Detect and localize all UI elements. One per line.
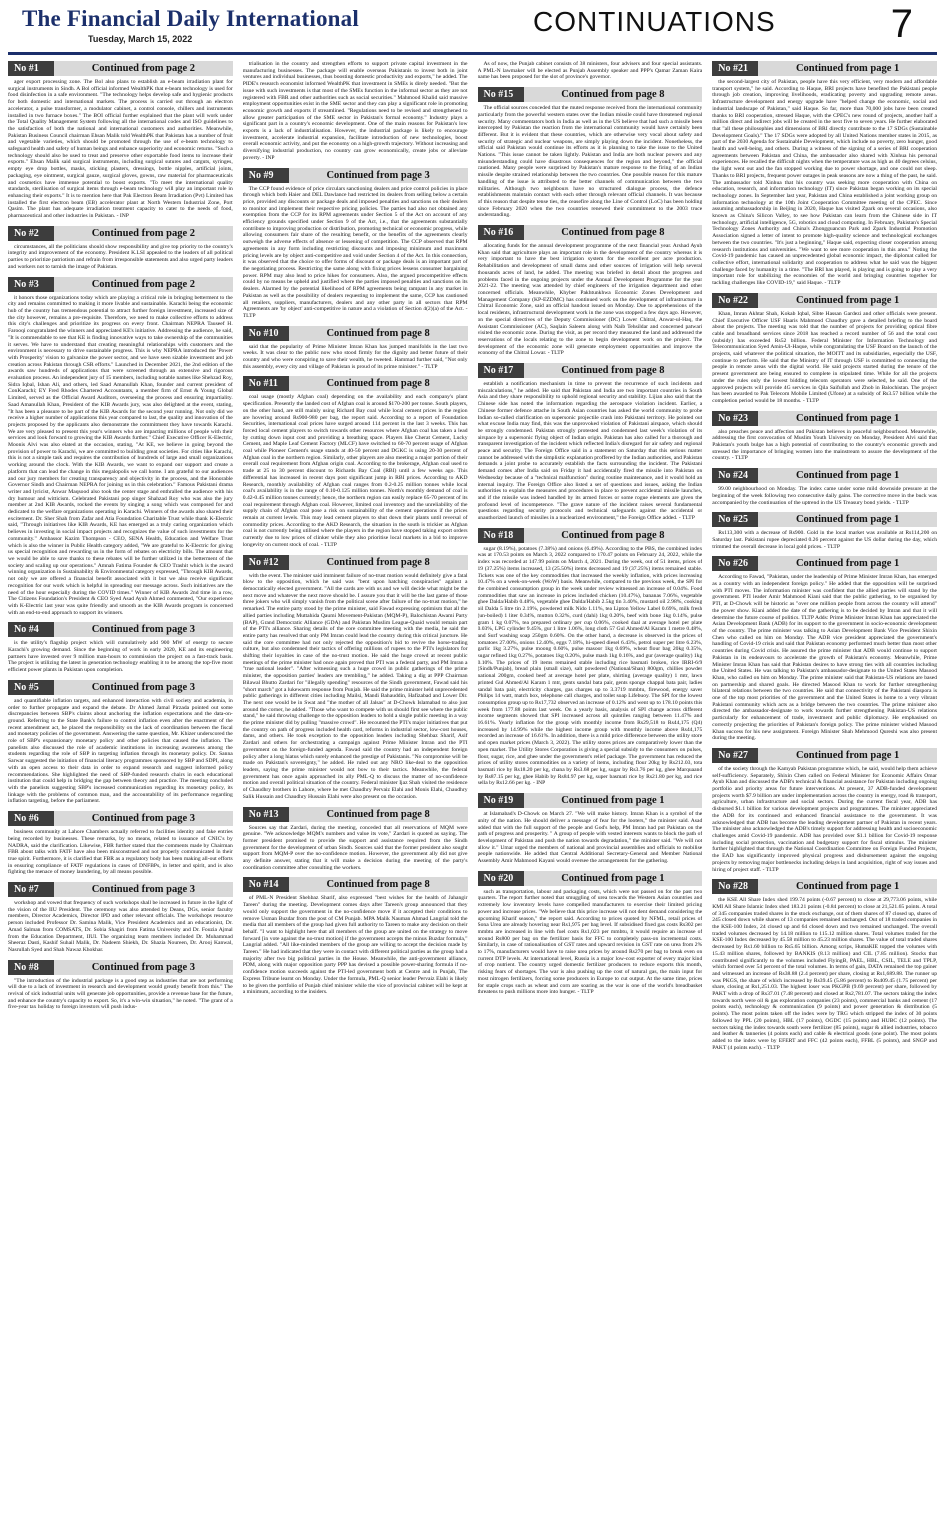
continued-from-label: Continued from page 8 — [326, 378, 430, 390]
continued-from-label: Continued from page 1 — [795, 514, 900, 526]
story-block — [8, 61, 233, 220]
story-column — [712, 61, 937, 1526]
story-block — [243, 877, 468, 996]
story-text: business community at Lahore Chambers actually referred to facilities identity and fake entries being recorded by businesses. These remarks, by no means, related to issuance of CNIC's by NADRA, said the clarification. Likewise, FBR further stated that the comments made by Chairman FBR about talks with FATF have also been misconstrued and not properly communicated in their true spirit. Furthermore, it is clarified that FBR as a regulatory body has been making all-out efforts in ensuring compliance of FATF regulations in cases of DNFBPs, in letter and spirit, and is also fighting the menace of money laundering, by all means possible. — [8, 829, 233, 876]
story-columns — [8, 55, 937, 1526]
story-number: No #26 — [712, 556, 758, 571]
story-block — [478, 363, 703, 522]
story-number: No #13 — [243, 807, 289, 822]
story-number: No #5 — [8, 680, 54, 695]
story-block — [8, 680, 233, 805]
continued-from-label: Continued from page 1 — [795, 470, 900, 482]
story-column — [478, 61, 703, 1526]
story-header — [478, 225, 703, 240]
story-header — [478, 87, 703, 102]
story-number: No #28 — [712, 879, 758, 894]
story-number: No #15 — [478, 87, 524, 102]
story-header — [243, 376, 468, 391]
story-block — [712, 61, 937, 287]
story-text: also preaches peace and affection and Pakistan believes in peaceful neighbourhood. Meanwhile, addressing the first convocation of Muslim Youth University on Monday, President Alvi said that Pakistan's youth bulge has a high potential of contributing to the country's economic growth and stressed the importance of bringing women into the mainstream to assure the development of the country. - TLTP — [712, 428, 937, 462]
story-text: such as transportation, labour and packaging costs, which were not passed on for the past two quarters. The report further noted that smuggling of urea towards the Western Asian countries and extremely low inventory levels have compelled manufacturers to exercise their limited pricing power and increase prices. "We believe that this price increase will not dent demand considering the upcoming Kharif season," the report said. According to prices quoted by NFML, retail prices of Sona Urea are already hovering near Rs1,975 per bag level. If subsidised fixed gas costs Rs302 per mmbtu are increased in line with fuel costs Rs1,023 per mmbtu, it would require an increase of around Rs800 per bag on the fertilizer basis for FFC to completely pass-on incremental costs. Similarly, in case of rationalisation of GST rates and upward revision in GST rate on urea from 2% to 17%, manufacturers would have to raise urea prices by around Rs270 per bag to break even on current DTP levels. At international level, Russia is a major low-cost exporter of every major kind of crop nutrient. The country urged domestic fertilizer producers to reduce exports this month, risking fears of shortages. The war is also pushing up the cost of natural gas, the main input for most nitrogen fertilizers, forcing some producers in Europe to cut output. At the same time, prices for staple crops such as wheat and corn are soaring as the war is one of the world's breadbasket threatens to push millions more into hunger. - TLTP — [477, 888, 703, 996]
story-block — [712, 411, 937, 463]
story-text: As of now, the Punjab cabinet consists of 38 ministers, four advisers and four special assistants. A PML-N lawmaker will be elected as Punjab Assembly speaker and PPP's Qamar Zaman Kaira name has been proposed for the slot of province's governor. — [477, 61, 703, 81]
continued-from-label: Continued from page 8 — [561, 89, 665, 101]
story-header — [8, 882, 233, 897]
story-number: No #19 — [478, 793, 524, 808]
continued-from-label: Continued from page 1 — [795, 881, 900, 893]
story-text: Sources say that Zardari, during the meeting, conceded that all reservations of MQM were genuine. "We acknowledge MQM's numbers and value its vote," Zardari is quoted as saying. The former president promised to provide the support and assistance required from the Sindh government for the development of urban Sindh. Sources said that the former president also sought support from MQM-P over the no-confidence motion. However, the government ally did not give any definite answer, stating that it will make a decision during the meeting of the party's coordination committee after consulting the workers. — [242, 824, 468, 871]
continued-from-label: Continued from page 1 — [795, 63, 900, 74]
continued-from-label: Continued from page 2 — [91, 227, 196, 239]
story-header — [478, 871, 703, 886]
continued-from-label: Continued from page 8 — [326, 808, 430, 820]
story-text: 99.00 neighbourhood on Monday. The index came under some mild downside pressure at the beginning of the week following two consecutive daily gains. The corrective move in the buck was accompanied by the continuation of the uptrend in the US Treasury bond yields. - TLTP — [712, 486, 937, 506]
story-block — [243, 376, 468, 548]
story-number: No #7 — [8, 882, 54, 897]
story-header — [8, 960, 233, 975]
story-header — [712, 61, 937, 76]
story-header — [478, 528, 703, 543]
story-number: No #10 — [243, 326, 289, 341]
story-column — [243, 61, 468, 1526]
story-text: Rs113,300 with a decrease of Rs900. Gold in the local market was available at Rs114,200 on Saturday last. Pakistani rupee depreciated 0.26 percent against the US dollar during the day, which trimmed the overall decrease in local gold prices. - TLTP — [712, 530, 937, 550]
story-header — [8, 277, 233, 292]
continued-from-label: Continued from page 3 — [91, 681, 196, 693]
story-block — [478, 793, 703, 865]
story-text: The CCP found evidence of price circulars sanctioning dealers and price control policies in place through which both Haier and DEL Dawlance had restricted its dealers from selling below a certain price, provided any discounts or package deals and imposed penalties and sanctions on their dealers to monitor and implement their respective pricing policies. The parties had also not obtained any exemption from the CCP for its RPM agreements under Section 5 of the Act on account of any efficiency grounds specified under Section 9 of the Act, i.e., that the agreements substantially contribute to improving production or distribution, promoting technical or economic progress, while allowing consumers fair share of the resulting benefit, or the benefits of the agreements clearly outweigh the adverse effects of absence or lessening of competition. The CCP observed that RPM agreements in any form including restricting discounts and imposing minimum and maximum pricing levels are by object anti-competitive and void under Section 4 of the Act. In this connection, it was observed that the choice to offer forms of discount or package deals is an important part of the negotiating process. Restricting the same along with fixing prices lessens consumer bargaining power. RPM may also lead to price hikes for consumers. Also, the argued procompetitive effects could by no means be upheld and justified where the parties imposed penalties and sanctions on its dealers. Alarmed by the potential likelihood of RPM agreements being rampant in any market in Pakistan as well as the possibility of dealers requesting to implement the same, CCP has cautioned all retailers, suppliers, manufacturers, dealers and any other party in all sectors that RPM Agreements are 'by object' anti-competitive in nature and a violation of Section 4(2)(a) of the Act. - TLTP — [242, 185, 468, 319]
story-header — [478, 363, 703, 378]
story-number: No #11 — [243, 376, 289, 391]
story-number: No #25 — [712, 512, 758, 527]
story-text: it honors those organizations today which are playing a critical role in bringing betterment to the city and remains committed to making it more livable and sustainable. Karachi being the economic hub of the country has tremendous potential to attract further foreign investment, increased size of the city however, remains a pre-requisite. Therefore, we need to make collective efforts to address this city's challenges and prioritize its progress on every front. Chairman NEPRA Tauseef H. Farooqi congratulated the winners and appreciated KE's initiative. Addressing the audience, he said, "It is commendable to see that KE is finding innovative ways to take ownership of the communities it serves. We have to understand that creating meaningful relationships with customers and the environment is necessary to drive sustainable progress. This is why NEPRA introduced the 'Power with Prosperity' vision to galvanize the power sector, and we have seen sizable investment and job creation across Pakistan through CSR efforts." Launched in December 2021, the 2nd edition of the awards saw hundreds of applications that were screened through an extensive and rigorous evaluation process. An independent jury of 15 members, including notable names like Shehzad Roy, Sidra Iqbal, Ishan Ali, and others, led Saad Amanullah Khan, founder and current president of ConKarachi; EY Fred Rhodes Chartered Accountants, a member firm of Ernst & Young Global Limited, served as the Official Award Auditors, overseeing the process and ensuring impartiality. Saad Amanullah Khan, President of the KIB Awards jury, was also delighted at the event, stating, "It has been a pleasure to be part of the KIB Awards for the second year running. Not only did we receive a higher number of applications this year compared to last, the quality and innovation of the projects proposed by the applicants also demonstrate the commitment they have towards Karachi. We are very pleased to present this year's winners who are impacting millions of people with their services and look forward to growing the KIB Awards further." Chief Executive Officer K-Electric, Moonis Alvi was also elated at the occasion, stating, "At KE, we believe in going beyond the provision of power to Karachi, we are committed to building great societies. For cities like Karachi, this is not a simple task and requires the contribution of hundreds of large and small organizations working around the clock. With the KIB Awards, we want to expand our support and create a platform that can lead the change in this megalopolis we call home. I am grateful to our audiences and our jury members for creating transparency and objectivity in the process, and the Honorable Governor Sindh and Chairman NEPRA for joining us in this celebration." Famous Pakistani drama writer and lyricist, Anwar Maqsood also took the center stage and enthralled the audience with his dry humour and witticism. Celebrated Pakistani pop singer Shahzad Roy who was also the jury member at 2nd KIB Awards, rocked the events by singing a song which was composed for and dedicated to the welfare organizations operating in Karachi. Winners of the awards also shared their excitement. Dr. Sher Shah from Zafar and Atia Foundation Charitable Trust while thank K-Electric said, "Through initiatives like KIB Awards, KE has emerged as a truly caring organization which believes in investing in social impact projects and recognizes the value of such investments for the community." Ambassor Kazim Thompson - CEO, SENA Health, Education and Welfare Trust which is also the winner in Public Health category added, "We are grateful to K-Electric for giving us special recognition and rewarding us in the form of rebates on electricity bills. The amount that we would be able to save thanks to these rebates will be further utilized in the betterment of the society and scaling up our operations." Amnah Fatima Founder & CEO Trashit which is the award winning organization in Sustainability & Environmental category expressed, "Through KIB Awards, not only we are offered a financial benefit associated with it but we also receive significant recognition for our work which is helpful in spreading our message across. Such initiatives are the need of the hour especially during the COVID times." Winner of KIB Awards 2nd time in a row, The Citizens Foundation's President & CEO Syed Asad Ayub Ahmed commented, "Our experience with K-Electric last year was quite friendly and smooth as the KIB Awards program is concerned with an end-to-end approach to support its winners. — [8, 294, 233, 616]
story-text: establish a notification mechanism in time to prevent the recurrence of such incidents and miscalculations," he added. He said that Pakistan and India are two important countries in South Asia and they share responsibility to uphold regional security and stability. Lijian also said that the Chinese side has noted the information regarding the aerospace violation incident. Earlier, a Chinese former defence attache in South Asian countries has asked the world community to probe Indian so-called clarification on supersonic projectile crash into Pakistani territory. He pointed out what excuse India may find, this was the unprovoked violation of Pakistani airspace, which should be strongly condemned. Pakistan strongly protested and condemned last week's violation of its airspace by a supersonic flying object of Indian origin. Pakistan has also called for a thorough and transparent investigation of the incident which reflected India's disregard for air safety and regional peace and security. The Foreign Office said in a statement on Saturday that this serious matter cannot be addressed with the simplistic explanation proffered by the Indian authorities, and Pakistan demands a joint probe to accurately establish the facts surrounding the incident. The Pakistani demand comes after India said on Friday it had accidentally fired the missile into Pakistan on Wednesday because of a "technical malfunction" during routine maintenance, and it would hold an internal inquiry. The Foreign Office also listed a set of questions and issues, asking the Indian authorities to explain the measures and procedures in place to prevent accidental missile launches, and if the missile was indeed handled by its armed forces or some rogue elements are given the profound level of incompetence. "The grave nature of the incident raises several fundamental questions regarding security protocols and technical safeguards against the accidental or unauthorized launch of missiles in a nuclearized environment," the Foreign Office added. - TLTP — [477, 381, 703, 522]
story-header — [712, 411, 937, 426]
story-block — [712, 293, 937, 405]
continued-from-label: Continued from page 3 — [326, 169, 430, 181]
story-block — [243, 555, 468, 801]
story-block — [712, 879, 937, 1051]
continued-from-label: Continued from page 1 — [561, 872, 665, 884]
story-text: ager export processing zone. The Bol also plans to establish an e-beam irradiation plant for surgical instruments in Sindh. A Bol official informed WealthPK that e-beam technology is used for food disinfection in a safe environment. "The technology helps develop safe and hygienic products for both domestic and international markets. The process is carried out through an electron accelerator, a pulse transformer, a modulator cabinet, a control console, chillers and instruments installed in two furnace boxes." The BOI official further explained that the plant will work under the Total Quality Management System following all the international codes and ISO guidelines to the satisfaction of both the national and international customers and authorities. Meanwhile, Pakistan Business Council chairman Ehsan Malik told WealthPK that Pakistan has a number of fruit and vegetable varieties, which should be promoted through the use of e-beam technology to safeguard health and safety of human beings and enhance superiority and economic returns. "Such a technology should also be used to treat and preserve other exportable food items to increase their exports." Ehsan Malik said surgical instruments, including surgical sutures and catguts, syringes, empty eye drop bottles, masks, sticking plasters, dressings, bottle nipples, artificial joints, packaging, eye ointment, surgical gauze, surgical gloves, gowns, raw material for pharmaceuticals and cosmetics have immense potential to boost exports. "To meet the international quality standards, sterilisation of surgical items through e-beam technology will play an important role in enhancing their exports." It is to mention here that Pak Electron Beam Irradiation (Pvt) Limited has installed the first electron beam (EB) accelerator plant at North Western Industrial Zone, Port Qasim. The plant has adequate irradiation treatment capacity to cater to the needs of food, pharmaceutical and other industries in Pakistan. - INP — [8, 79, 233, 220]
continued-from-label: Continued from page 8 — [561, 227, 665, 239]
story-text: According to Fawad, "Pakistan, under the leadership of Prime Minister Imran Khan, has emerged as a country with an independent foreign policy." He added that the opposition will be surprised with PTI moves. The information minister was confident that the allied parties will stand by the government. PTI leader Amir Mahmood Kiani said that the public gathering, to be organised by PTI, at D-Chowk will be historic as "over one million people from across the country will attend" the power show. Kiani added the date of the gathering is to be decided by Imran and that it will determine the future course of politics. TLTP Adds: Prime Minister Imran Khan has appreciated the Asian Development Bank (ADB) for its support to the government in socio-economic development of the country. The prime minister was talking to Asian Development Bank Vice President Shixin Chen who called on him on Monday. The ADB vice president appreciated the government's handling of Covid-19 crisis and said that Pakistan economy performed much better than most other countries during Covid crisis. He assured the prime minister that ADB would continue to support Pakistan in its endeavours to accelerate the growth of Pakistan's economy. Meanwhile, Prime Minister Imran Khan has said that Pakistan desires to have strong ties with all countries including the United States. He was talking to Pakistan's ambassador-designate to the United States Masood Khan, who called on him on Monday. The prime minister said that Pakistan-US relations are based on partnership and shared goals. He directed Masood Khan to work for further strengthening bilateral relations between the two countries. He said that connectivity of the Pakistani diaspora is one of the top most priorities of the government and the United States is home to a very vibrant Pakistani community which acts as a bridge between the two countries. The prime minister also directed the ambassador-designate to work towards further strengthening Pakistan-US relations particularly for enhancement of trade, investment and public diplomacy. He emphasised on correctly projecting the priorities of Pakistan's foreign policy. The prime minister wished Masood Khan success for his new assignment. Foreign Minister Shah Mehmood Qureshi was also present during the meeting. — [712, 574, 937, 742]
story-text: sugar (8.19%), potatoes (7.38%) and onions (6.49%). According to the PBS, the combined index was at 170.53 points on March 3, 2022 compared to 170.47 points on February 24, 2022, while the index was recorded at 147.99 points on March 4, 2021. During the week, out of 51 items, prices of 19 (37.25%) items increased, 13 (25.50%) items decreased and 19 (37.25%) items remained stable. Tickets was one of the key commodities that increased the weekly inflation, with prices increasing 10.47% on a week-on-week (WoW) basis. Meanwhile, compared to the previous week, the SPI for the combined consumption group in the week under review witnessed an increase of 0.04%. Food commodities that saw an increase in prices included chicken (10.47%), bananas 7.06%, vegetable ghee Dalda/Habib 0.48%, vegetable ghee Dalda/Habib 2.5kg tin 3.40%, mustard oil 2.98%, cooking oil Dalda 5 litre tin 2.19%, powdered milk Nido 1.11%, tea Lipton Yellow Label 0.69%, milk fresh (un-boiled) 1 liter 0.34%, mutton 0.32%, curd (dahi) 1kg 0.20%, beef with bone 1kg 0.14%, pulse gram 1 kg 0.07%, tea prepared ordinary per cup 0.06%, cooked daal at average hotel per plate 0.03%, LPG cylinder 9.45%, gur 1 litre 1.06%, long cloth 57 Gul Ahmed/Al Karam 1 metre 0.48%, and Surf washing soap 250gm 0.60%. On the other hand, a decrease is observed in the prices of tomatoes 27.00%, onions 12.40%, eggs 7.18%, hi-speed diesel 6.43%, petrol super per litre 6.23%, garlic 1kg 3.27%, pulse moong 0.60%, pulse masoor 1kg 0.69%, wheat flour bag 20kg 0.35%, sugar refined 1kg 0.27%, potatoes 1kg 0.20%, pulse mash 1kg 0.16%, and gur (average quality) 1kg 0.10%. The prices of 19 items remained stable including rice basmati broken, rice IRRI-6/9 (Sindh/Punjab), bread plain (small size), salt powdered (National/Shan) 800gm, chillies powder national 200gm, cooked beef at average hotel per plate, shirting (average quality) 1 mtr, lawn printed Gul Ahmed/Al Karam 1 mtr, gents sandal bata pair, gents sponge chappal bata pair, ladies sandal bata pair, electricity charges, gas charges up to 3.3719 mmbtu, firewood, energy saver Philips 14 watt, match box, telephone call charges, and toilet soap Lifebuoy. The SPI for the lowest consumption group up to Rs17,732 observed an increase of 0.12% and went up to 178.10 points this week from 177.88 points last week. On a yearly basis, analysis of SPI change across different income segments showed that SPI increased across all quintiles ranging between 11.47% and 16.61%. Yearly inflation for the group with monthly income from Rs29,518 to Rs44,175 (Q4) increased by 14.99% while the highest income group with monthly income above Rs44,175 recorded an increase of 16.61%. In addition, there is a mild price difference between the utility store and open market prices (March 3, 2022). The utility stores prices are comparatively lower than the open market. The Utility Stores Corporation is giving a special subsidy to the consumers on pulses, flour, sugar, rice, and ghee under the government's relief package. The government has reduced the prices of utility stores commodities on a variety of items, including flour 20kg by Rs212.03, tota basmati rice by Rs18.20 per kg, chana by Rs3.68 per kg, sugar by Rs3.76 per kg, ghee Marquaand by Rs87.15 per kg, ghee Habib by Rs84.97 per kg, super basmati rice by Rs21.80 per kg, and rice sella by Rs12.66 per kg. - INP — [477, 545, 703, 787]
story-number: No #12 — [243, 555, 289, 570]
continued-from-label: Continued from page 3 — [91, 624, 196, 636]
story-header — [8, 622, 233, 637]
story-text: the second-largest city of Pakistan, people have this very efficient, very modern and affordable transport system," he said. According to Haque, BRI projects have benefited the Pakistani people through job creation, improving livelihoods, eradicating poverty and upgrading remote areas. Infrastructure development and energy upgrade have "helped change the economic, social and industrial landscape of Pakistan," said Haque. So far, more than 70,000 jobs have been created thanks to BRI cooperation, stressed Haque, with the CPEC's new round of projects, another half a million direct and indirect jobs will be created in the next five to seven years. He further elaborated that "all these philosophies and dimensions of BRI directly contribute to the 17 SDGs (Sustainable Development Goals)." The 17 SDGs were adopted by all United Nations member states in 2015, as part of the 2030 Agenda for Sustainable Development, which include no poverty, zero hunger, good health and well-being, and others. During a witness of the signing of a series of BRI cooperation agreements between Pakistan and China, the ambassador also shared with Xinhua his personal experiences. He recalled the difficult nights when the temperature was as high as 40 degrees celsius, the light went out and the fan stopped working due to power shortage, and one could not sleep. Thanks to BRI projects, frequent power outages in peak seasons are now a thing of the past, he said. The ambassador told Xinhua that his country was seeking more cooperation with China on education, research, and information technology (IT) since Pakistan began working on its special technology zones. In September last year, Pakistan and China established a joint working group on information technology at the 10th Joint Cooperation Committee meeting of the CPEC. Since assuming ambassadorship in Beijing in 2020, Haque has visited Zpark on several occasions, also known as China's Silicon Valley, to see how Pakistan can learn from the Chinese side in IT technology, artificial intelligence, 5G, robotics and cloud computing. In February, Pakistan's Special Technology Zones Authority and China's Zhongguancun Park and Zpark Industrial Promotion Association signed a letter of intent to promote high-quality science and technological exchanges between the two countries. "It's just a beginning," Haque said, expecting closer cooperation among research institutions and universities. "We want to see more cooperation in this area." Noting the Covid-19 pandemic has caused an unprecedented global economic impact, the diplomat called for collective effort, international solidarity and cooperation to address what he said was the biggest challenge faced by humanity in a time. "The BRI has played, is playing and is going to play a very important role for stabilizing the economies of the world and bringing countries together for tackling challenges like COVID-19," said Haque. - TLTP — [712, 79, 937, 287]
story-header — [243, 326, 468, 341]
story-block — [8, 277, 233, 617]
story-block — [478, 225, 703, 357]
story-text: said that the popularity of Prime Minister Imran Khan has jumped manifolds in the last two weeks. It was clear to the public now who stood firmly for the dignity and better future of their country and who were conspiring to save their wealth, he tweeted. Hammad further said, "Not only this assembly, every city and village of Pakistan is proud of its prime minister." - TLTP — [242, 343, 468, 370]
story-header — [712, 748, 937, 763]
story-header — [8, 61, 233, 76]
story-number: No #21 — [712, 61, 758, 76]
story-header — [712, 468, 937, 483]
continued-from-label: Continued from page 8 — [561, 529, 665, 541]
story-number: No #14 — [243, 877, 289, 892]
masthead — [8, 0, 937, 55]
story-block — [478, 528, 703, 787]
story-block — [243, 61, 468, 162]
story-text: allocating funds for the annual development programme of the next financial year. Arshad Ayub Khan said that agriculture plays an important role in the development of the country whereas it is very important to have the best irrigation system for the excellent per acre production. Rehabilitation and development of small dams and other sources of irrigation will help several thousands acres of land, he added. The meeting was briefed in detail about the progress and problems faced in the ongoing projects under the Annual Development Programme for the year 2021-22. The meeting was attended by chief engineers of the irrigation department and other concerned officials. Meanwhile, Khyber Pakhtunkhwa Economic Zones Development and Management Company (KP-EZDMC) has continued work on the development of infrastructure in Chitral Economic Zone, said an official handout issued on Monday. Due to apprehensions of the local residents, infrastructural development work in the zone was stopped a few days ago. However, on the special directives of the Deputy Commissioner (DC) Lower Chitral, Anwar-ul-Haq, the Assistant Commissioner (AC), Saqlain Saleem along with Naib Tehsildar and concerned patwari visited the economic zone. During the visit, as per record they measured the land and addressed the reservations of the locals relating to the zone to begin development work on the project. The development of the economic zone will generate employment opportunities and improve the economy of the Chitral Lowar. - TLTP — [477, 243, 703, 357]
story-text: workshop and vowed that frequency of such workshops shall be increased in future in the light of the vision of the IIU President. The ceremony was also attended by Deans, DGs, senior faculty members, Director Academics, Director IPD and other relevant officials. The workshops resource person included Professor Dr. Samina Malik, Vice President Academics and an educationist, Dr. Amad Salman from COMSATS, Dr. Sobia Shagiri from Fatima University and Dr. Fouzia Ajmal from the Education Department, IIUI. The organizing team members included Dr. Muhammad Sheeraz Dasti, Kashif Suhail Malik, Dr. Nadeem Shiekh, Dr. Shazia Noureen, Dr. Arooj Kanwal, Nasrullah Syed and Shah Nawaz Khokhar. — [8, 900, 233, 953]
story-number: No #17 — [478, 363, 524, 378]
continued-from-label: Continued from page 2 — [91, 278, 196, 290]
newspaper-brand: The Financial Daily International — [22, 6, 359, 31]
story-header — [243, 168, 468, 183]
story-text: trialisation in the country and strengthen efforts to support private capital investment in the manufacturing businesses. The package will enable overseas Pakistanis to invest both in joint ventures and individual businesses, thus boosting domestic productivity and exports," he added. The PIDE's research economist informed WealthPK that investment in SMEs is direly needed. "But the issue with such investments is that most of the SMEs function in the informal sector as they are not registered with FBR and other authorities such as social securities." Mahmood Khalid said massive employment opportunities exist in the SME sector and they can play a significant role in promoting economic growth and exports if streamlined. "Regulations need to be revised and strengthened to allow greater participation of the SME sector in Pakistan's formal economy." Industry plays a significant part in a country's economic development. One of the main reasons for Pakistan's low exports is a lack of industrialisation. However, the industrial package is likely to encourage investment, accelerate industrial expansion, facilitate introduction of new technologies, boost overall economic activity, and put the economy on a high-growth trajectory. Without increasing and diversifying industrial production, no country can grow economically, create jobs or alleviate poverty. - INP — [242, 61, 468, 161]
continued-from-label: Continued from page 1 — [561, 795, 665, 807]
story-header — [8, 226, 233, 241]
continued-from-label: Continued from page 1 — [795, 294, 900, 306]
story-header — [712, 556, 937, 571]
story-text: circumstances, all the politicians should show responsibility and give top priority to the country's integrity and improvement of the economy. President K.LSI appealed to the leaders of all political parties to prioritize patriotism and refrain from irresponsible statements and also urged party leaders and workers not to tarnish the image of Pakistan. — [8, 243, 233, 270]
story-number: No #23 — [712, 411, 758, 426]
story-text: of PML-N President Shehbaz Sharif, also expressed "best wishes for the health of Jahangir Tareen" during the meeting. Development comes days after Tareen's group announced that they would only support the government in the no-confidence move if it accepted their conditions to remove Usman Buzdar from the post of CM Punjab. MPA Malik Nauman Ahmad Langrial told the media that all members of the group had given full authority to Tareen to make any decision on their behalf. "I want to highlight here that all members of the group are united on the strategy to move forward [in vote against the no-trust motion] if the government accepts the minus Buzdar formula," Langrial added. "All like-minded members of the group are willing to accept the decision made by Tareen." He had indicated that they were in contact with different political parties as the group had a majority after two big political parties in the House. Meanwhile, the anti-government alliance, PDM, along with major opposition party PPP has devised a possible power-sharing formula if no-confidence motion succeeds against the PTI-led government both at Centre and in Punjab, The Express Tribune learnt on Monday. Under the formula, PML-Q senior leader Pervaiz Elahi is likely to be given the portfolio of Punjab chief minister while the vice of provincial cabinet will be kept at a minimum, according to the insiders. — [242, 895, 468, 996]
story-text: The official sources conceded that the muted response received from the international community particularly from the powerful western states over the Indian missile could have threatened regional security. Many commentators both in India as well as in the US believe that had such a missile been intercepted by Pakistan the reaction from the international community would have certainly been different. But it is evident that these countries, which are otherwise very vocal about safety and security of strategic and nuclear weapons, are simply playing down the incident. Nonetheless, the official said Pakistan would continue its efforts as it is planning to take the issue to the United Nations. "This issue cannot be taken lightly. Pakistan and India are both nuclear powers and any misunderstanding could have disastrous consequences for the region and beyond," the official cautioned. Many people were surprised by Pakistan's mature response to the firing of an Indian missile despite strained relationship between the two countries. One possible reason for this mature handling of the issue is attributed to the better channels of communication between the two militaries. Although two neighbours have no structured dialogue process, the defence establishments maintain contact with each other through relevant official channels. It was because of this reason that despite tense ties, the ceasefire along the Line of Control (LoC) has been holding since February 2020 when the two countries renewed their commitment to the 2003 truce understanding. — [477, 105, 703, 219]
story-header — [712, 879, 937, 894]
story-text: and quantifiable inflation targets, and enhanced interaction with civil society and academia, in order to further propagate and expand the debate. Dr Ahmed Jamal Pirzada pointed out some discrepancies between SBP's claims about anchoring the inflation expectations and the data-on-ground. Referring to the State Bank's failure to control inflation even after the enactment of the recent amendment act, he placed the responsibility on the lack of coordination between the fiscal and monetary policies of the government. Answering the same question, Mr. Khizer underscored the role of SBP's expansionary monetary policy and other policies that caused the inflation. The panelists also discussed the role of academic institutions in increasing awareness among the students regarding the role of SBP in targeting inflation through its monetary policy. Dr. Sanna Sarwar suggested the initiation of financial literacy programmes sponsored by SBP and SDPI, along with an open access to their data in order to expand research and suggest informed policy recommendations. She highlighted the need of SBP-funded research chairs in each educational institution that could help in bridging the gap between theory and practice. The meeting concluded with the panelists suggesting SBP's increased communication regarding its monetary policy, its linkage with the problems of common man, and the accountability of its performance regarding inflation targeting, before the parliament. — [8, 697, 233, 805]
continued-from-label: Continued from page 8 — [326, 327, 430, 339]
continued-from-label: Continued from page 8 — [326, 879, 430, 891]
continued-from-label: Continued from page 1 — [795, 558, 900, 570]
story-block — [478, 871, 703, 996]
issue-date: Tuesday, March 15, 2022 — [88, 34, 193, 44]
story-text: coal usage (mostly Afghan coal) depending on the availability and each company's plant specification. Presently the landed cost of Afghan coal is around $170-200 per tonne. South players, on the other hand, are still mainly using Richard Bay coal while local cement prices in the region are hovering around Rs900-980 per bag, the report said. According to a report of Foundation Securities, international coal prices have surged around 114 percent in the last 3 weeks. This has forced local cement players to switch towards other resources where Afghan coal has taken a lead by cutting down input cost and providing a breathing space. Players like Cherat Cement, Lucky Cement, and Maple Leaf Cement Factory (MLCF) have switched to 60-70 percent usage of Afghan coal while Pioneer Cement's usage stands at 40-50 percent and DGKC is using 20-30 percent of Afghan coal in the northern region. Similarly, other players are also meeting a major portion of their overall coal requirement from Afghan origin coal. According to the brokerage, Afghan coal used to trade at 25 to 30 percent discount to Richards Bay Coal (RBI) until a few weeks ago. This differential has increased in recent days post significant jump in RBI prices. According to AKD Research, monthly availability of Afghan coal ranges from 0.2-0.25 million tonnes while local coal's availability is in the range of 0.10-0.125 million tonnes. North's monthly demand of coal is 0.42-0.45 million tonnes currently; hence, the northern region can easily replace 65-70 percent of its coal requirement through Afghan coal. However, limited coal inventory and the unreliability of the supply chain of Afghan coal pose a risk on sustainability of the cement operations if the prices remain at current levels. This may lead cement players to shut down their plants until reversal of commodity prices. According to the AKD Research, the situation in the south is trickier as Afghan coal is not currently being utilised where the players in the region have stopped taking export orders currently due to low prices of clinker while they also prioritise local markets in a bid to improve longevity on current stock of coal. - TLTP — [242, 394, 468, 548]
story-text: with the event. The minister said imminent failure of no-trust motion would definitely give a fatal blow to the opposition, which he said was "bent upon hatching conspiracies" against a democratically elected government. "All the cards are with us and we will decide what might be the next move and whatever the next move should be. I assure you that it will be the last game of those three jokers who will simply vanish from the political scene after failure of the no-trust motion," he remarked. The entire party stood by the prime minister, said Fawad expressing optimism that all the allied parties including Muttahida Qaumi Movement-Pakistan (MQM-P), Balochistan Awami Party (BAP), Grand Democratic Alliance (GDA) and Pakistan Muslim League-Quaid would remain part of the PTI's alliance. Sharing details of the core committee meeting with the media, he said the entire party has resolved that only PM Imran could lead the country during this critical juncture. He said the core committee had not only rejected the opposition's bid to revive the horse-trading culture, but also condemned their tactics of offering millions of rupees to the PTI's legislators for shifting their loyalties in case of the no-trust motion. He said the huge crowd at recent public meetings of the prime minister had once again proved that PTI was a federal party, and PM Imran a "true national leader". "After witnessing such a huge crowd in public gatherings of the prime minister, the opposition parties' leaders are trembling," he added. Taking a dig at PPP Chairman Bilawal Bhutto Zardari for "illegally spending" resources of the Sindh government, Fawad said his "short march" got a lukewarm response from Punjab. He said the prime minister held unprecedented public gatherings in different cities including Mailsi, Mandi Bahauddin, Hafizabad and Lower Dir. The next one would be in Swat and "the mother of all Jalsas" at D-Chowk Islamabad to also just around the corner, he added. "Those who want to compete with us should first see where the public stand," he said throwing challenge to the opposition leaders to hold a single public meeting in a way the prime minister did by pulling "massive crowd". He recounted the PTI's major initiatives that put the country on path of progress included health card, reforms in industrial sector, low-cost houses, dams, and others. He took exception to the opposition leaders including Shehbaz Sharif, Asif Zardari and others for orchestrating a campaign against Prime Minister Imran and the PTI government on the foreign-funded agenda. Fawad said the country had an independent foreign policy after a long hiatus which surely enhanced the prestige of Pakistanis. "No compromise will be made on Pakistan's sovereignty," he added. He ruled out any NRO like-deal to the opposition leaders, saying the prime minister would not bow to their tactics. Meanwhile, the federal government has once again approached its ally PML-Q to discuss the matter of no-confidence motion and overall political situation of the country. Federal minister Ijaz Shah visited the residence of Chaudhry brothers in Lahore, where he met Chaudhry Pervaiz Elahi and Monis Elahi, Chaudhry Salik Hussain and Chaudhry Hussain Elahi were also present on the occasion. — [242, 572, 468, 800]
continued-from-label: Continued from page 3 — [91, 884, 196, 896]
story-header — [478, 793, 703, 808]
story-number: No #2 — [8, 226, 54, 241]
story-number: No #24 — [712, 468, 758, 483]
story-header — [712, 293, 937, 308]
continued-from-label: Continued from page 3 — [91, 961, 196, 973]
story-column — [8, 61, 233, 1526]
story-block — [243, 168, 468, 320]
story-header — [243, 555, 468, 570]
story-block — [8, 811, 233, 876]
page-number: 7 — [890, 2, 913, 46]
story-block — [8, 226, 233, 271]
story-header — [243, 877, 468, 892]
story-header — [712, 512, 937, 527]
story-number: No #6 — [8, 811, 54, 826]
story-block — [712, 512, 937, 550]
continued-from-label: Continued from page 3 — [91, 813, 196, 825]
story-text: Khan, Imran Akhtar Shah, Kokab Iqbal, Sibte Hassan Gardezi and other officials were present. Chief Executive Officer USF Haaris Mahmood Chaudhry gave a detailed briefing to the board about the projects. The meeting was told that the number of projects for providing optical fibre cable and broadband services since 2018 has reached a record number of 56 and the total cost (subsidy) has exceeded Rs52 billion. Federal Minister for Information Technology and Telecommunication Syed Amin-Ul-Haque, while congratulating the USF Board on the launch of the projects, said whatever the political situation, the MOITT and its subsidiaries, especially the USF, continue to perform. He said that the Ministry of IT through USF is committed to connecting the people in remote areas with the digital world. He said projects started during the tenure of the present government are being ensured to complete in stipulated time. While for all the projects under the rules only the lowest bidding telecom operators were selected, he said. One of the approved projects will provide 4G services in Qila Saifullah and Zhob in Balochistan. The project has been awarded to Pak Telecom Mobile Limited (Ufone) at a subsidy of Rs3.57 billion while the completion period would be 18 months. - TLTP — [712, 310, 937, 404]
story-number: No #16 — [478, 225, 524, 240]
story-header — [243, 807, 468, 822]
story-number: No #20 — [478, 871, 524, 886]
story-header — [8, 811, 233, 826]
story-number: No #8 — [8, 960, 54, 975]
story-text: at Islamabad's D-Chowk on March 27. "We will make history. Imran Khan is a symbol of the unity of the nation. He should deliver a message of fear for the looters," the minister said. Asad added that with the full support of the people and God's help, PM Imran had put Pakistan on the path of progress and prosperity. " A group of people with vested interests wants to block the path of development of Pakistan and push the nation towards degradation," the minister said. "We will not allow it." Umar urged the members of national and provincial assemblies and officials to mobilise people nationwide. He added that Central Additional Secretary-General and Member National Assembly Amir Mahmood Kayani would oversee the arrangements for the gathering. — [477, 811, 703, 865]
story-text: the KSE All Share Index shed 199.74 points (-0.67 percent) to close at 29,773.06 points, while KMI All Share Islamic Index shed 183.21 points (-0.84 percent) to close at 21,521.65 points. A total of 345 companies traded shares in the stock exchange, out of them shares of 87 closed up, shares of 245 closed down while shares of 13 companies remained unchanged. Out of 18 traded companies in the KSE-100 Index, 24 closed up and 64 closed down and two remained unchanged. The overall traded volumes decreased by 14.18 million to 115.12 million shares. Total volumes traded for the KSE-100 Index decreased by 45.58 million to 45.23 million shares. The value of total traded shares decreased by Rs1.60 billion to Rs5.65 billion. Among scrips, HumaKIE topped the volumes with 15.43 million shares, followed by BANKIS (8.13 million) and CIL (7.85 million). Stocks that contributed significantly to the volumes included FlyingB, PAEL, HBL, CSIL, TELE and TPLP, which formed over 54 percent of the total volumes. In terms of gain, DATA remained the top gainer and witnessed an increase of Rs38.88 (2.4 percent) per share, closing at Rs1,689.88. The runner up was PKGS, the share of which increased by Rs39.45 (5.86 percent) to Rs409.45 (1.75 percent) per share, closing at Rs1,251.03. The highest loser was PKGPB (9.69 percent) per share, followed by PAKT with a drop of Rs37.01 (7.48 percent) and closed at Rs2,781.07. The sectors taking the index towards north were oil & gas exploration companies (23 points), commercial banks and cement (17 points each), technology & communication (9 points) and power generation & distribution (5 points). The most points taken off the index were by TRG which stripped the index of 30 points followed by PPL (20 points), HBL (17 points), OGDC (15 points) and HUBC (12 points). The sectors taking the index towards south were fertilizer (85 points), sugar & allied industries, tobacco and leather & tanneries (4 points each) and cable & electrical goods (one point). The most points added to the index were by EFERT and FFC (42 points each), FFBL (5 points), and SNGP and PAKT (4 points each). - TLTP — [712, 897, 937, 1051]
section-title: CONTINUATIONS — [533, 6, 776, 37]
story-number: No #1 — [8, 61, 54, 76]
story-block — [712, 556, 937, 742]
story-number: No #18 — [478, 528, 524, 543]
story-number: No #22 — [712, 293, 758, 308]
story-text: "The introduction of the industrial package is a good step as industries that are not performing will due to a lack of investment in research and development would greatly benefit from this." The revival of sick industrial units will generate job opportunities, provide a revenue base for the future, and enhance the country's capacity to export. So, it's a win-win situation," he noted. "The grant of a five-year tax holiday to foreign investors will push indus- — [8, 977, 233, 1011]
story-block — [8, 882, 233, 954]
story-block — [243, 807, 468, 872]
story-block — [8, 622, 233, 674]
story-number: No #27 — [712, 748, 758, 763]
story-number: No #3 — [8, 277, 54, 292]
story-block — [712, 468, 937, 506]
story-text: is the utility's flagship project which will cumulatively add 900 MW of energy to secure Karachi's growing demand. Since the beginning of work in early 2020, KE and its engineering partners have invested over 9 million man-hours to commission the project on a fast-track basis. The project is utilizing the latest in generation technology enabling it to be among the top-five most efficient power plants in Pakistan upon completion. — [8, 640, 233, 674]
story-number: No #4 — [8, 622, 54, 637]
story-header — [8, 680, 233, 695]
story-block — [712, 748, 937, 873]
continued-from-label: Continued from page 1 — [795, 412, 900, 424]
continued-from-label: Continued from page 8 — [326, 556, 430, 568]
story-block — [8, 960, 233, 1012]
continued-from-label: Continued from page 8 — [561, 365, 665, 377]
story-block — [478, 61, 703, 81]
continued-from-label: Continued from page 2 — [91, 63, 196, 74]
story-block — [478, 87, 703, 219]
story-number: No #9 — [243, 168, 289, 183]
story-block — [243, 326, 468, 371]
story-text: of the society through the Kamyab Pakistan programme which, he said, would help them achieve self-sufficiency. Separately, Shixin Chen called on Federal Minister for Economic Affairs Omar Ayub Khan and discussed the ADB's technical & financial assistance for Pakistan including ongoing portfolio and priority areas for future interventions. At present, 37 ADB-funded development projects worth $7.9 billion are under implementation across the country in energy, road & transport, agriculture, urban infrastructure and social sectors. During the current fiscal year, ADB has disbursed $1.1 billion for various development projects and programmes. The minister appreciated the ADB for its continued and enhanced financial assistance to the government. It was acknowledged that ADB has become the leading development partner of Pakistan in recent years. The minister also acknowledged the ADB's timely support for addressing health and socioeconomic challenges amid Covid-19 pandemic. ADB has provided over $1.1 billion for Covid-19 response including social protection, vaccination and budgetary support for fiscal stimulus. The minister further highlighted that through the National Coordination Committee on Foreign Funded Projects, the EAD has significantly improved physical progress and disbursement against the ongoing projects by removing major bottlenecks including delays in land acquisition, right of way issues and hiring of project staff. - TLTP — [712, 765, 937, 873]
continued-from-label: Continued from page 1 — [795, 749, 900, 761]
